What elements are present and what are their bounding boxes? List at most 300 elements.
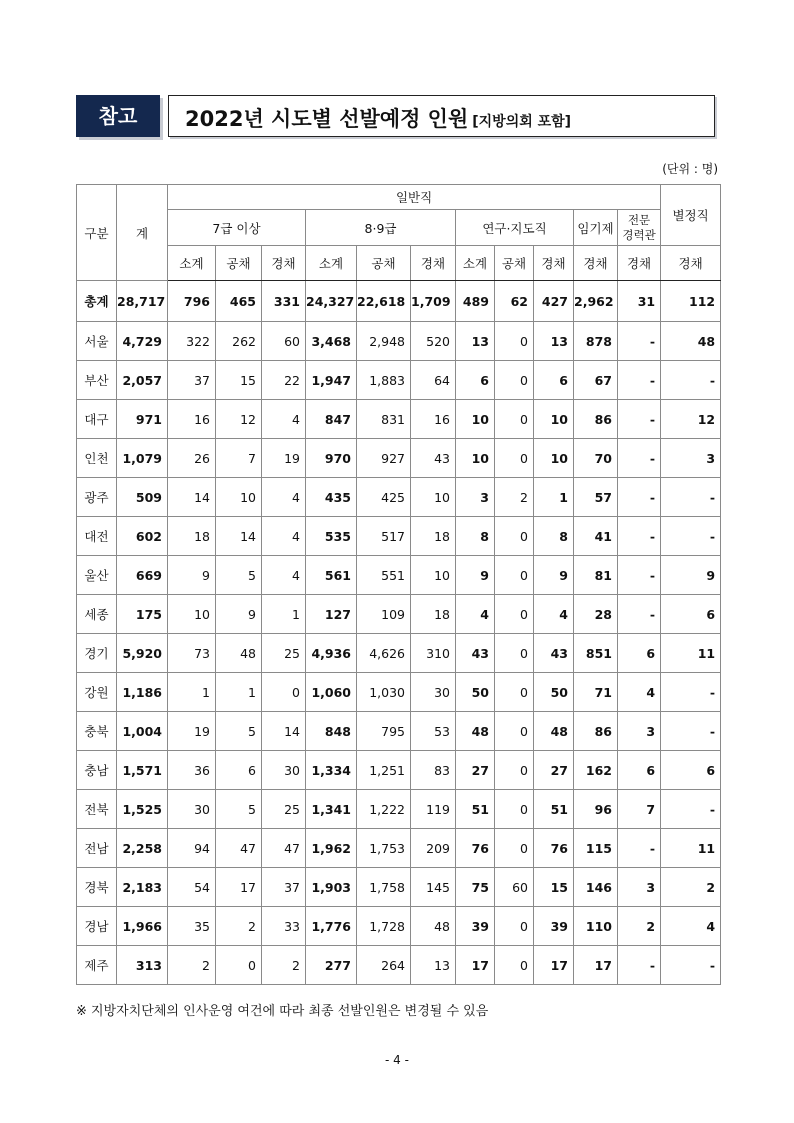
value-cell: 48 xyxy=(411,907,456,946)
value-cell: 41 xyxy=(574,517,618,556)
table-row xyxy=(77,322,721,361)
value-cell: 6 xyxy=(618,634,661,673)
value-cell: - xyxy=(661,673,721,712)
value-cell: 0 xyxy=(495,946,534,985)
value-cell: - xyxy=(618,361,661,400)
value-cell: 1,776 xyxy=(306,907,357,946)
region-cell: 인천 xyxy=(77,439,117,478)
value-cell: 2,962 xyxy=(574,281,618,322)
value-cell: 25 xyxy=(262,634,306,673)
value-cell: 73 xyxy=(168,634,216,673)
value-cell: 18 xyxy=(411,517,456,556)
table-row xyxy=(77,400,721,439)
value-cell: 14 xyxy=(262,712,306,751)
value-cell: 81 xyxy=(574,556,618,595)
subheader-row xyxy=(77,246,721,281)
value-cell: 14 xyxy=(216,517,262,556)
value-cell: 313 xyxy=(117,946,168,985)
value-cell: 145 xyxy=(411,868,456,907)
table-row xyxy=(77,673,721,712)
value-cell: 60 xyxy=(495,868,534,907)
value-cell: 162 xyxy=(574,751,618,790)
value-cell: 4,729 xyxy=(117,322,168,361)
value-cell: 0 xyxy=(495,790,534,829)
value-cell: 5 xyxy=(216,556,262,595)
value-cell: 1,709 xyxy=(411,281,456,322)
value-cell: 10 xyxy=(216,478,262,517)
title-box xyxy=(168,95,715,137)
value-cell: 848 xyxy=(306,712,357,751)
value-cell: 669 xyxy=(117,556,168,595)
subheader-cell: 공채 xyxy=(357,246,411,281)
value-cell: 465 xyxy=(216,281,262,322)
table-row xyxy=(77,712,721,751)
region-cell: 부산 xyxy=(77,361,117,400)
value-cell: 11 xyxy=(661,829,721,868)
value-cell: - xyxy=(618,478,661,517)
value-cell: 28,717 xyxy=(117,281,168,322)
value-cell: 6 xyxy=(456,361,495,400)
value-cell: 2 xyxy=(262,946,306,985)
value-cell: 551 xyxy=(357,556,411,595)
table-row xyxy=(77,829,721,868)
table-header xyxy=(77,185,721,281)
value-cell: 39 xyxy=(456,907,495,946)
value-cell: 427 xyxy=(534,281,574,322)
value-cell: 1,758 xyxy=(357,868,411,907)
value-cell: 1,222 xyxy=(357,790,411,829)
value-cell: 127 xyxy=(306,595,357,634)
footnote: ※ 지방자치단체의 인사운영 여건에 따라 최종 선발인원은 변경될 수 있음 xyxy=(76,1004,489,1019)
value-cell: 47 xyxy=(262,829,306,868)
value-cell: 0 xyxy=(495,634,534,673)
value-cell: 9 xyxy=(661,556,721,595)
value-cell: 25 xyxy=(262,790,306,829)
value-cell: 27 xyxy=(456,751,495,790)
value-cell: 76 xyxy=(456,829,495,868)
value-cell: 71 xyxy=(574,673,618,712)
header-expert-line2: 경력관 xyxy=(622,227,656,242)
value-cell: 48 xyxy=(661,322,721,361)
value-cell: 10 xyxy=(411,478,456,517)
value-cell: 35 xyxy=(168,907,216,946)
value-cell: 64 xyxy=(411,361,456,400)
header-grade7: 7급 이상 xyxy=(168,210,306,246)
value-cell: 22,618 xyxy=(357,281,411,322)
table-row xyxy=(77,634,721,673)
value-cell: 2 xyxy=(495,478,534,517)
value-cell: 19 xyxy=(168,712,216,751)
value-cell: 28 xyxy=(574,595,618,634)
value-cell: 39 xyxy=(534,907,574,946)
value-cell: 1,883 xyxy=(357,361,411,400)
subheader-cell: 경채 xyxy=(661,246,721,281)
value-cell: 8 xyxy=(456,517,495,556)
value-cell: 6 xyxy=(534,361,574,400)
subheader-cell: 소계 xyxy=(168,246,216,281)
value-cell: 851 xyxy=(574,634,618,673)
value-cell: 83 xyxy=(411,751,456,790)
value-cell: - xyxy=(618,829,661,868)
value-cell: 1,251 xyxy=(357,751,411,790)
value-cell: 33 xyxy=(262,907,306,946)
table-row xyxy=(77,478,721,517)
value-cell: 1,966 xyxy=(117,907,168,946)
value-cell: - xyxy=(661,946,721,985)
region-cell: 경북 xyxy=(77,868,117,907)
value-cell: 2 xyxy=(618,907,661,946)
region-cell: 울산 xyxy=(77,556,117,595)
value-cell: 50 xyxy=(534,673,574,712)
value-cell: 3,468 xyxy=(306,322,357,361)
value-cell: 75 xyxy=(456,868,495,907)
region-cell: 경기 xyxy=(77,634,117,673)
value-cell: 264 xyxy=(357,946,411,985)
table-row xyxy=(77,946,721,985)
value-cell: 9 xyxy=(168,556,216,595)
document-header xyxy=(76,95,715,137)
header-region: 구분 xyxy=(77,185,117,281)
reference-tag: 참고 xyxy=(76,95,160,137)
value-cell: 970 xyxy=(306,439,357,478)
value-cell: 15 xyxy=(216,361,262,400)
value-cell: 10 xyxy=(534,439,574,478)
unit-label: (단위 : 명) xyxy=(662,162,718,176)
value-cell: 2 xyxy=(168,946,216,985)
value-cell: 0 xyxy=(216,946,262,985)
value-cell: 86 xyxy=(574,400,618,439)
subheader-cell: 소계 xyxy=(456,246,495,281)
value-cell: 4 xyxy=(456,595,495,634)
region-cell: 광주 xyxy=(77,478,117,517)
region-cell: 경남 xyxy=(77,907,117,946)
value-cell: 13 xyxy=(456,322,495,361)
value-cell: - xyxy=(618,400,661,439)
value-cell: 110 xyxy=(574,907,618,946)
header-imgi: 임기제 xyxy=(574,210,618,246)
value-cell: 878 xyxy=(574,322,618,361)
value-cell: 1 xyxy=(216,673,262,712)
value-cell: 14 xyxy=(168,478,216,517)
value-cell: 48 xyxy=(456,712,495,751)
value-cell: 0 xyxy=(495,712,534,751)
subheader-cell: 공채 xyxy=(216,246,262,281)
value-cell: - xyxy=(618,946,661,985)
value-cell: - xyxy=(661,712,721,751)
value-cell: 48 xyxy=(216,634,262,673)
value-cell: 175 xyxy=(117,595,168,634)
table-row xyxy=(77,439,721,478)
value-cell: 602 xyxy=(117,517,168,556)
region-cell: 세종 xyxy=(77,595,117,634)
value-cell: 13 xyxy=(411,946,456,985)
value-cell: 47 xyxy=(216,829,262,868)
value-cell: 2,948 xyxy=(357,322,411,361)
value-cell: 10 xyxy=(456,439,495,478)
value-cell: 9 xyxy=(216,595,262,634)
value-cell: 43 xyxy=(411,439,456,478)
table-row xyxy=(77,751,721,790)
value-cell: 331 xyxy=(262,281,306,322)
region-cell: 대구 xyxy=(77,400,117,439)
value-cell: 517 xyxy=(357,517,411,556)
value-cell: 10 xyxy=(456,400,495,439)
value-cell: 2 xyxy=(216,907,262,946)
title-subtitle: [지방의회 포함] xyxy=(472,114,572,130)
subheader-cell: 소계 xyxy=(306,246,357,281)
value-cell: 4,626 xyxy=(357,634,411,673)
value-cell: 27 xyxy=(534,751,574,790)
value-cell: - xyxy=(618,322,661,361)
value-cell: 51 xyxy=(534,790,574,829)
value-cell: - xyxy=(661,478,721,517)
value-cell: 1,334 xyxy=(306,751,357,790)
document-title xyxy=(185,103,571,133)
value-cell: 2,057 xyxy=(117,361,168,400)
value-cell: 971 xyxy=(117,400,168,439)
value-cell: 43 xyxy=(456,634,495,673)
value-cell: 1,728 xyxy=(357,907,411,946)
value-cell: 2,258 xyxy=(117,829,168,868)
value-cell: 520 xyxy=(411,322,456,361)
value-cell: 1,753 xyxy=(357,829,411,868)
value-cell: 4 xyxy=(262,517,306,556)
value-cell: 927 xyxy=(357,439,411,478)
value-cell: 3 xyxy=(618,868,661,907)
value-cell: 277 xyxy=(306,946,357,985)
subheader-cell: 경채 xyxy=(262,246,306,281)
value-cell: 15 xyxy=(534,868,574,907)
value-cell: 70 xyxy=(574,439,618,478)
value-cell: 10 xyxy=(411,556,456,595)
value-cell: 4 xyxy=(661,907,721,946)
header-expert-line1: 전문 xyxy=(627,212,651,227)
value-cell: 26 xyxy=(168,439,216,478)
value-cell: 0 xyxy=(495,439,534,478)
value-cell: 0 xyxy=(495,400,534,439)
region-cell: 대전 xyxy=(77,517,117,556)
subheader-cell: 경채 xyxy=(534,246,574,281)
table-row xyxy=(77,517,721,556)
region-cell: 충남 xyxy=(77,751,117,790)
value-cell: 67 xyxy=(574,361,618,400)
value-cell: 1,030 xyxy=(357,673,411,712)
value-cell: 1,947 xyxy=(306,361,357,400)
region-cell: 전남 xyxy=(77,829,117,868)
value-cell: 17 xyxy=(574,946,618,985)
value-cell: 31 xyxy=(618,281,661,322)
value-cell: - xyxy=(618,595,661,634)
value-cell: 62 xyxy=(495,281,534,322)
value-cell: 262 xyxy=(216,322,262,361)
value-cell: 146 xyxy=(574,868,618,907)
value-cell: 1,004 xyxy=(117,712,168,751)
value-cell: 4,936 xyxy=(306,634,357,673)
value-cell: 1,525 xyxy=(117,790,168,829)
region-cell: 제주 xyxy=(77,946,117,985)
value-cell: 54 xyxy=(168,868,216,907)
value-cell: 17 xyxy=(534,946,574,985)
value-cell: 119 xyxy=(411,790,456,829)
value-cell: 0 xyxy=(495,556,534,595)
table-row xyxy=(77,907,721,946)
value-cell: 50 xyxy=(456,673,495,712)
value-cell: 4 xyxy=(262,400,306,439)
subheader-cell: 경채 xyxy=(618,246,661,281)
value-cell: 0 xyxy=(495,829,534,868)
value-cell: 3 xyxy=(618,712,661,751)
value-cell: 561 xyxy=(306,556,357,595)
value-cell: 18 xyxy=(168,517,216,556)
value-cell: 9 xyxy=(534,556,574,595)
value-cell: 4 xyxy=(262,478,306,517)
value-cell: 3 xyxy=(661,439,721,478)
table-row xyxy=(77,790,721,829)
table-row xyxy=(77,595,721,634)
value-cell: 57 xyxy=(574,478,618,517)
value-cell: 18 xyxy=(411,595,456,634)
value-cell: - xyxy=(618,439,661,478)
value-cell: 6 xyxy=(618,751,661,790)
value-cell: 43 xyxy=(534,634,574,673)
value-cell: 10 xyxy=(534,400,574,439)
value-cell: 6 xyxy=(661,751,721,790)
value-cell: 0 xyxy=(495,517,534,556)
value-cell: 0 xyxy=(495,322,534,361)
header-grade89: 8·9급 xyxy=(306,210,456,246)
value-cell: 112 xyxy=(661,281,721,322)
value-cell: - xyxy=(618,517,661,556)
value-cell: 0 xyxy=(495,673,534,712)
value-cell: 489 xyxy=(456,281,495,322)
region-cell: 강원 xyxy=(77,673,117,712)
value-cell: 12 xyxy=(216,400,262,439)
value-cell: 94 xyxy=(168,829,216,868)
region-cell: 서울 xyxy=(77,322,117,361)
value-cell: 16 xyxy=(168,400,216,439)
value-cell: 322 xyxy=(168,322,216,361)
value-cell: 30 xyxy=(262,751,306,790)
value-cell: 86 xyxy=(574,712,618,751)
value-cell: 4 xyxy=(262,556,306,595)
value-cell: 0 xyxy=(495,751,534,790)
value-cell: 24,327 xyxy=(306,281,357,322)
header-total: 계 xyxy=(117,185,168,281)
value-cell: 3 xyxy=(456,478,495,517)
subheader-cell: 경채 xyxy=(574,246,618,281)
value-cell: 1 xyxy=(534,478,574,517)
value-cell: 0 xyxy=(495,595,534,634)
value-cell: 1,186 xyxy=(117,673,168,712)
page-number: - 4 - xyxy=(385,1053,409,1067)
value-cell: 7 xyxy=(216,439,262,478)
region-cell: 충북 xyxy=(77,712,117,751)
value-cell: 30 xyxy=(168,790,216,829)
header-research: 연구·지도직 xyxy=(456,210,574,246)
region-cell: 전북 xyxy=(77,790,117,829)
table-row xyxy=(77,868,721,907)
value-cell: 847 xyxy=(306,400,357,439)
value-cell: 435 xyxy=(306,478,357,517)
value-cell: 36 xyxy=(168,751,216,790)
table-body xyxy=(77,281,721,985)
value-cell: - xyxy=(661,790,721,829)
table-row xyxy=(77,361,721,400)
value-cell: 19 xyxy=(262,439,306,478)
value-cell: 96 xyxy=(574,790,618,829)
value-cell: 2 xyxy=(661,868,721,907)
value-cell: 8 xyxy=(534,517,574,556)
value-cell: 17 xyxy=(216,868,262,907)
subheader-cell: 공채 xyxy=(495,246,534,281)
value-cell: 48 xyxy=(534,712,574,751)
value-cell: 0 xyxy=(262,673,306,712)
value-cell: 1,962 xyxy=(306,829,357,868)
value-cell: 5 xyxy=(216,790,262,829)
total-row xyxy=(77,281,721,322)
value-cell: 6 xyxy=(216,751,262,790)
value-cell: 1,903 xyxy=(306,868,357,907)
recruitment-table xyxy=(76,184,721,985)
value-cell: 796 xyxy=(168,281,216,322)
value-cell: 0 xyxy=(495,907,534,946)
value-cell: 1 xyxy=(262,595,306,634)
value-cell: 1,079 xyxy=(117,439,168,478)
value-cell: 1,571 xyxy=(117,751,168,790)
value-cell: 37 xyxy=(262,868,306,907)
value-cell: 4 xyxy=(618,673,661,712)
value-cell: 1,060 xyxy=(306,673,357,712)
value-cell: 109 xyxy=(357,595,411,634)
value-cell: 37 xyxy=(168,361,216,400)
value-cell: 9 xyxy=(456,556,495,595)
value-cell: 535 xyxy=(306,517,357,556)
value-cell: 509 xyxy=(117,478,168,517)
value-cell: 4 xyxy=(534,595,574,634)
value-cell: 22 xyxy=(262,361,306,400)
value-cell: 5 xyxy=(216,712,262,751)
header-special: 별정직 xyxy=(661,185,721,246)
value-cell: 6 xyxy=(661,595,721,634)
title-main: 2022년 시도별 선발예정 인원 xyxy=(185,107,469,131)
value-cell: 51 xyxy=(456,790,495,829)
value-cell: 30 xyxy=(411,673,456,712)
value-cell: 5,920 xyxy=(117,634,168,673)
value-cell: 60 xyxy=(262,322,306,361)
value-cell: - xyxy=(618,556,661,595)
subheader-cell: 경채 xyxy=(411,246,456,281)
value-cell: 12 xyxy=(661,400,721,439)
value-cell: 76 xyxy=(534,829,574,868)
table-row xyxy=(77,556,721,595)
value-cell: - xyxy=(661,361,721,400)
value-cell: 795 xyxy=(357,712,411,751)
value-cell: 17 xyxy=(456,946,495,985)
value-cell: 831 xyxy=(357,400,411,439)
header-general: 일반직 xyxy=(168,185,661,210)
header-expert xyxy=(618,210,661,246)
value-cell: 115 xyxy=(574,829,618,868)
value-cell: 10 xyxy=(168,595,216,634)
value-cell: 1,341 xyxy=(306,790,357,829)
value-cell: 0 xyxy=(495,361,534,400)
value-cell: 11 xyxy=(661,634,721,673)
value-cell: 13 xyxy=(534,322,574,361)
value-cell: 53 xyxy=(411,712,456,751)
region-cell: 총계 xyxy=(77,281,117,322)
value-cell: 425 xyxy=(357,478,411,517)
value-cell: 2,183 xyxy=(117,868,168,907)
